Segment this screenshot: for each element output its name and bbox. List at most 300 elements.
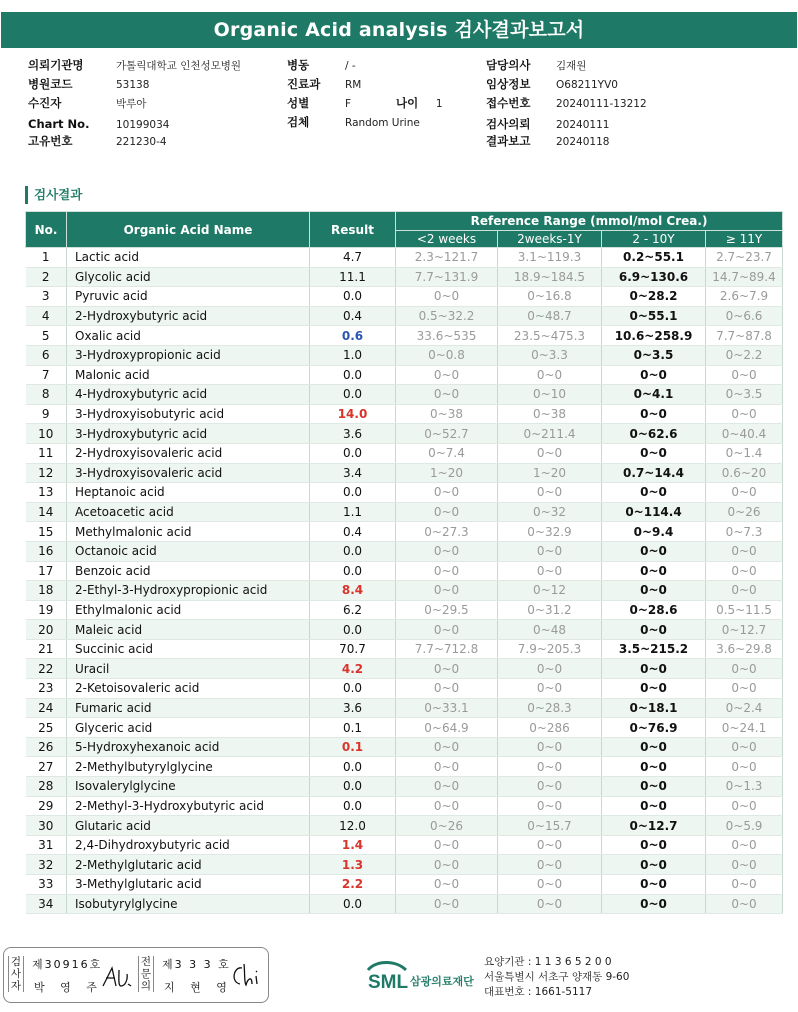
report-info-label: 결과보고 <box>486 134 531 148</box>
ref-lt2w: 0~0 <box>396 894 498 914</box>
ref-2w-1y: 0~0 <box>498 679 602 699</box>
specialist-name: 지 현 영 <box>164 981 233 994</box>
acid-name: Isobutyrylglycine <box>67 894 310 914</box>
result-value <box>310 600 396 620</box>
tester-signature <box>100 964 134 992</box>
acid-name: 3-Hydroxyisobutyric acid <box>67 404 310 424</box>
ref-lt2w: 0~0 <box>396 757 498 777</box>
ref-2-10y: 0~0 <box>602 404 706 424</box>
table-row <box>26 287 783 307</box>
patient-info-field <box>28 77 149 92</box>
table-row <box>26 855 783 875</box>
ref-2w-1y: 0~10 <box>498 385 602 405</box>
table-row <box>26 757 783 777</box>
ref-ge11y: 0~0 <box>706 365 783 385</box>
acid-name: Heptanoic acid <box>67 483 310 503</box>
patient-info-field <box>28 134 167 149</box>
table-row <box>26 620 783 640</box>
acid-name: 3-Methylglutaric acid <box>67 875 310 895</box>
ward-info-label: 병동 <box>287 58 310 72</box>
patient-info-value: 박루아 <box>116 98 147 110</box>
patient-info-field <box>28 96 146 111</box>
report-info-label: 검사의뢰 <box>486 117 531 131</box>
patient-info-label: 병원코드 <box>28 77 73 91</box>
row-number: 21 <box>26 639 67 659</box>
ref-2w-1y: 0~28.3 <box>498 698 602 718</box>
ref-2w-1y: 0~0 <box>498 561 602 581</box>
age-label: 나이 <box>396 96 419 110</box>
specialist-signature <box>228 960 264 990</box>
patient-info-label: Chart No. <box>28 117 90 131</box>
acid-name: Benzoic acid <box>67 561 310 581</box>
ref-ge11y: 0~24.1 <box>706 718 783 738</box>
ref-ge11y: 0~5.9 <box>706 816 783 836</box>
acid-name: Methylmalonic acid <box>67 522 310 542</box>
result-value <box>310 894 396 914</box>
acid-name: 2-Ethyl-3-Hydroxypropionic acid <box>67 581 310 601</box>
ref-2-10y: 6.9~130.6 <box>602 267 706 287</box>
ward-info-field <box>287 58 356 73</box>
ref-ge11y: 0~26 <box>706 502 783 522</box>
result-text: 6.2 <box>342 602 363 617</box>
patient-info-label: 수진자 <box>28 96 62 110</box>
ref-lt2w: 0~0 <box>396 875 498 895</box>
ref-2w-1y: 0~0 <box>498 365 602 385</box>
ref-lt2w: 7.7~131.9 <box>396 267 498 287</box>
result-value <box>310 522 396 542</box>
table-row <box>26 385 783 405</box>
report-info-value: 20240118 <box>556 136 610 148</box>
table-row <box>26 483 783 503</box>
result-text: 0.1 <box>342 720 363 735</box>
section-heading: 검사결과 <box>25 186 82 204</box>
ref-lt2w: 0~0 <box>396 581 498 601</box>
result-value <box>310 541 396 561</box>
result-value <box>310 404 396 424</box>
result-text: 0.0 <box>342 387 363 402</box>
ref-2-10y: 0.2~55.1 <box>602 248 706 268</box>
ref-lt2w: 2.3~121.7 <box>396 248 498 268</box>
result-text: 4.2 <box>341 661 364 676</box>
result-text: 0.0 <box>342 544 363 559</box>
ref-2-10y: 0~62.6 <box>602 424 706 444</box>
ward-info-field <box>287 96 351 111</box>
ward-info-value: RM <box>345 79 362 91</box>
ref-2-10y: 0~114.4 <box>602 502 706 522</box>
ref-2w-1y: 0~0 <box>498 777 602 797</box>
patient-info-value: 53138 <box>116 79 150 91</box>
ref-2w-1y: 0~0 <box>498 737 602 757</box>
ref-2-10y: 0~0 <box>602 777 706 797</box>
result-value <box>310 483 396 503</box>
patient-info-value: 가톨릭대학교 인천성모병원 <box>116 60 242 72</box>
ref-2w-1y: 0~0 <box>498 483 602 503</box>
result-value <box>310 581 396 601</box>
ref-2-10y: 0~0 <box>602 855 706 875</box>
report-info-label: 임상정보 <box>486 77 531 91</box>
result-text: 0.0 <box>342 563 363 578</box>
result-value <box>310 835 396 855</box>
ref-lt2w: 0~0 <box>396 855 498 875</box>
result-value <box>310 443 396 463</box>
table-row <box>26 306 783 326</box>
ref-2w-1y: 0~211.4 <box>498 424 602 444</box>
acid-name: 2-Hydroxybutyric acid <box>67 306 310 326</box>
acid-name: Maleic acid <box>67 620 310 640</box>
result-value <box>310 796 396 816</box>
result-text: 0.0 <box>342 798 363 813</box>
result-value <box>310 698 396 718</box>
ref-2-10y: 0~18.1 <box>602 698 706 718</box>
result-text: 3.6 <box>342 700 363 715</box>
row-number: 1 <box>26 248 67 268</box>
ref-lt2w: 1~20 <box>396 463 498 483</box>
row-number: 2 <box>26 267 67 287</box>
row-number: 30 <box>26 816 67 836</box>
table-row <box>26 737 783 757</box>
ref-ge11y: 2.7~23.7 <box>706 248 783 268</box>
ward-info-label: 성별 <box>287 96 310 110</box>
ref-lt2w: 0~0 <box>396 541 498 561</box>
ref-2-10y: 0~3.5 <box>602 345 706 365</box>
ref-2-10y: 0~28.2 <box>602 287 706 307</box>
ref-2w-1y: 0~0 <box>498 875 602 895</box>
ref-2-10y: 0~4.1 <box>602 385 706 405</box>
header-no: No. <box>26 212 67 248</box>
row-number: 24 <box>26 698 67 718</box>
ref-2w-1y: 0~15.7 <box>498 816 602 836</box>
row-number: 25 <box>26 718 67 738</box>
result-value <box>310 267 396 287</box>
result-value <box>310 875 396 895</box>
ref-2-10y: 0~9.4 <box>602 522 706 542</box>
table-row <box>26 502 783 522</box>
table-row <box>26 326 783 346</box>
ref-ge11y: 0~0 <box>706 404 783 424</box>
report-info-label: 접수번호 <box>486 96 531 110</box>
ref-lt2w: 0~0.8 <box>396 345 498 365</box>
ref-2w-1y: 0~32 <box>498 502 602 522</box>
results-table <box>25 211 783 914</box>
patient-info-field <box>28 58 241 73</box>
signature-box <box>3 947 269 1003</box>
row-number: 22 <box>26 659 67 679</box>
row-number: 7 <box>26 365 67 385</box>
acid-name: 2-Methylbutyrylglycine <box>67 757 310 777</box>
row-number: 13 <box>26 483 67 503</box>
tester-name: 박 영 주 <box>34 981 103 994</box>
ref-lt2w: 0~0 <box>396 620 498 640</box>
ref-ge11y: 0~0 <box>706 659 783 679</box>
ref-ge11y: 0~0 <box>706 541 783 561</box>
acid-name: Glyceric acid <box>67 718 310 738</box>
logo-mark-icon <box>366 958 476 992</box>
ref-ge11y: 0~6.6 <box>706 306 783 326</box>
acid-name: Ethylmalonic acid <box>67 600 310 620</box>
result-value <box>310 326 396 346</box>
row-number: 14 <box>26 502 67 522</box>
table-row <box>26 561 783 581</box>
ref-2-10y: 0~0 <box>602 581 706 601</box>
ref-2-10y: 0~0 <box>602 796 706 816</box>
row-number: 15 <box>26 522 67 542</box>
result-value <box>310 737 396 757</box>
ref-lt2w: 0~33.1 <box>396 698 498 718</box>
result-text: 0.0 <box>342 681 363 696</box>
table-row <box>26 718 783 738</box>
ref-2w-1y: 23.5~475.3 <box>498 326 602 346</box>
result-text: 0.4 <box>342 309 363 324</box>
report-info-value: 20240111 <box>556 119 610 131</box>
sml-logo <box>366 958 476 996</box>
result-text: 0.0 <box>342 896 363 911</box>
row-number: 17 <box>26 561 67 581</box>
header-reference-range: Reference Range (mmol/mol Crea.) <box>396 212 783 231</box>
row-number: 3 <box>26 287 67 307</box>
specialist-license: 제3 3 3 호 <box>162 958 231 971</box>
row-number: 27 <box>26 757 67 777</box>
result-text: 0.6 <box>341 328 364 343</box>
tester-label: 검 사 자 <box>8 956 24 992</box>
ref-ge11y: 0~0 <box>706 875 783 895</box>
ref-ge11y: 0~2.4 <box>706 698 783 718</box>
report-title: Organic Acid analysis 검사결과보고서 <box>1 12 797 48</box>
result-text: 3.4 <box>342 465 363 480</box>
ref-2-10y: 0~0 <box>602 679 706 699</box>
ref-lt2w: 0~29.5 <box>396 600 498 620</box>
age-field <box>396 96 443 111</box>
result-value <box>310 757 396 777</box>
ref-lt2w: 0~0 <box>396 679 498 699</box>
acid-name: Malonic acid <box>67 365 310 385</box>
table-row <box>26 875 783 895</box>
ref-ge11y: 2.6~7.9 <box>706 287 783 307</box>
ward-info-value: / - <box>345 60 356 72</box>
table-row <box>26 248 783 268</box>
ref-lt2w: 33.6~535 <box>396 326 498 346</box>
ref-2-10y: 0~0 <box>602 757 706 777</box>
report-info-value: 김재원 <box>556 60 587 72</box>
acid-name: Octanoic acid <box>67 541 310 561</box>
result-text: 0.1 <box>341 740 364 755</box>
ref-2w-1y: 0~0 <box>498 796 602 816</box>
acid-name: Lactic acid <box>67 248 310 268</box>
result-value <box>310 561 396 581</box>
table-row <box>26 796 783 816</box>
ref-2-10y: 0~0 <box>602 365 706 385</box>
ref-lt2w: 0.5~32.2 <box>396 306 498 326</box>
result-value <box>310 424 396 444</box>
ref-lt2w: 0~0 <box>396 365 498 385</box>
ref-2w-1y: 0~48 <box>498 620 602 640</box>
ref-ge11y: 0~1.4 <box>706 443 783 463</box>
result-text: 4.7 <box>342 250 363 265</box>
result-text: 0.4 <box>342 524 363 539</box>
acid-name: 2-Methyl-3-Hydroxybutyric acid <box>67 796 310 816</box>
ref-ge11y: 0~0 <box>706 581 783 601</box>
ref-ge11y: 0~7.3 <box>706 522 783 542</box>
ref-ge11y: 0~0 <box>706 679 783 699</box>
header-ref-lt2w: <2 weeks <box>396 231 498 248</box>
result-text: 8.4 <box>341 583 364 598</box>
row-number: 11 <box>26 443 67 463</box>
result-text: 1.0 <box>342 348 363 363</box>
ref-2-10y: 0~0 <box>602 541 706 561</box>
result-value <box>310 463 396 483</box>
result-text: 0.0 <box>342 367 363 382</box>
table-row <box>26 659 783 679</box>
ward-info-value: F <box>345 98 352 110</box>
acid-name: 3-Hydroxyisovaleric acid <box>67 463 310 483</box>
ref-2-10y: 0~0 <box>602 659 706 679</box>
report-info-field <box>486 134 609 149</box>
result-text: 70.7 <box>339 642 366 657</box>
ref-2w-1y: 18.9~184.5 <box>498 267 602 287</box>
header-ref-ge11y: ≥ 11Y <box>706 231 783 248</box>
ref-ge11y: 0~1.3 <box>706 777 783 797</box>
row-number: 9 <box>26 404 67 424</box>
organization-address: 서울특별시 서초구 양재동 9-60 <box>484 971 630 983</box>
result-value <box>310 855 396 875</box>
result-text: 0.0 <box>342 759 363 774</box>
ref-2w-1y: 0~0 <box>498 659 602 679</box>
specialist-label: 전 문 의 <box>138 956 154 992</box>
acid-name: 3-Hydroxybutyric acid <box>67 424 310 444</box>
acid-name: Fumaric acid <box>67 698 310 718</box>
age-value: 1 <box>435 98 443 110</box>
ref-2-10y: 0~0 <box>602 894 706 914</box>
institution-number: 요양기관 : 1 1 3 6 5 2 0 0 <box>484 956 612 968</box>
ref-2w-1y: 1~20 <box>498 463 602 483</box>
report-info-field <box>486 58 586 73</box>
result-value <box>310 679 396 699</box>
ref-2-10y: 0~76.9 <box>602 718 706 738</box>
acid-name: Succinic acid <box>67 639 310 659</box>
result-text: 3.6 <box>342 426 363 441</box>
row-number: 8 <box>26 385 67 405</box>
ref-lt2w: 0~0 <box>396 287 498 307</box>
header-result: Result <box>310 212 396 248</box>
ref-2-10y: 0~12.7 <box>602 816 706 836</box>
row-number: 23 <box>26 679 67 699</box>
result-text: 0.0 <box>342 779 363 794</box>
table-row <box>26 816 783 836</box>
table-row <box>26 345 783 365</box>
ref-ge11y: 0~0 <box>706 561 783 581</box>
header-ref-2w-1y: 2weeks-1Y <box>498 231 602 248</box>
row-number: 33 <box>26 875 67 895</box>
ward-info-field <box>287 77 361 92</box>
acid-name: Pyruvic acid <box>67 287 310 307</box>
ref-2-10y: 3.5~215.2 <box>602 639 706 659</box>
result-value <box>310 777 396 797</box>
table-row <box>26 424 783 444</box>
ref-lt2w: 0~0 <box>396 659 498 679</box>
ref-2w-1y: 0~31.2 <box>498 600 602 620</box>
ref-2w-1y: 0~12 <box>498 581 602 601</box>
result-value <box>310 718 396 738</box>
ref-2w-1y: 0~3.3 <box>498 345 602 365</box>
result-text: 1.1 <box>342 505 363 520</box>
ref-ge11y: 0~0 <box>706 757 783 777</box>
results-body <box>26 248 783 914</box>
result-value <box>310 287 396 307</box>
patient-info-field <box>28 117 169 132</box>
ref-2w-1y: 0~38 <box>498 404 602 424</box>
ref-2-10y: 0~0 <box>602 875 706 895</box>
ward-info-field <box>287 115 420 130</box>
svg-text:SML: SML <box>368 972 409 992</box>
ref-ge11y: 0~0 <box>706 855 783 875</box>
table-row <box>26 443 783 463</box>
ref-lt2w: 0~7.4 <box>396 443 498 463</box>
ref-ge11y: 0~2.2 <box>706 345 783 365</box>
row-number: 34 <box>26 894 67 914</box>
ref-2-10y: 0~0 <box>602 443 706 463</box>
ref-2-10y: 0~0 <box>602 561 706 581</box>
row-number: 31 <box>26 835 67 855</box>
table-row <box>26 404 783 424</box>
acid-name: Isovalerylglycine <box>67 777 310 797</box>
ref-lt2w: 0~0 <box>396 385 498 405</box>
ref-2-10y: 10.6~258.9 <box>602 326 706 346</box>
patient-info-value: 10199034 <box>116 119 170 131</box>
table-row <box>26 679 783 699</box>
ref-lt2w: 0~0 <box>396 777 498 797</box>
row-number: 20 <box>26 620 67 640</box>
result-value <box>310 345 396 365</box>
patient-info-value: 221230-4 <box>116 136 167 148</box>
phone-number: 대표번호 : 1661-5117 <box>484 986 593 998</box>
table-row <box>26 777 783 797</box>
ref-2-10y: 0~0 <box>602 835 706 855</box>
ward-info-label: 진료과 <box>287 77 321 91</box>
ref-ge11y: 0~0 <box>706 894 783 914</box>
header-name: Organic Acid Name <box>67 212 310 248</box>
table-row <box>26 894 783 914</box>
row-number: 28 <box>26 777 67 797</box>
result-value <box>310 816 396 836</box>
table-row <box>26 600 783 620</box>
ref-ge11y: 0~3.5 <box>706 385 783 405</box>
ref-2w-1y: 0~0 <box>498 835 602 855</box>
ref-ge11y: 0~0 <box>706 483 783 503</box>
ref-2w-1y: 0~0 <box>498 757 602 777</box>
table-row <box>26 581 783 601</box>
ref-ge11y: 7.7~87.8 <box>706 326 783 346</box>
row-number: 10 <box>26 424 67 444</box>
ref-lt2w: 0~0 <box>396 561 498 581</box>
ref-lt2w: 0~0 <box>396 737 498 757</box>
report-info-field <box>486 96 647 111</box>
result-text: 1.4 <box>341 838 364 853</box>
result-value <box>310 502 396 522</box>
ref-2w-1y: 0~0 <box>498 894 602 914</box>
table-row <box>26 463 783 483</box>
row-number: 26 <box>26 737 67 757</box>
ref-2-10y: 0.7~14.4 <box>602 463 706 483</box>
acid-name: 2-Methylglutaric acid <box>67 855 310 875</box>
ref-2w-1y: 0~286 <box>498 718 602 738</box>
acid-name: Uracil <box>67 659 310 679</box>
ref-2w-1y: 0~48.7 <box>498 306 602 326</box>
header-ref-2-10y: 2 - 10Y <box>602 231 706 248</box>
report-info-field <box>486 77 618 92</box>
ref-lt2w: 0~38 <box>396 404 498 424</box>
acid-name: Oxalic acid <box>67 326 310 346</box>
ref-2w-1y: 0~32.9 <box>498 522 602 542</box>
result-value <box>310 306 396 326</box>
